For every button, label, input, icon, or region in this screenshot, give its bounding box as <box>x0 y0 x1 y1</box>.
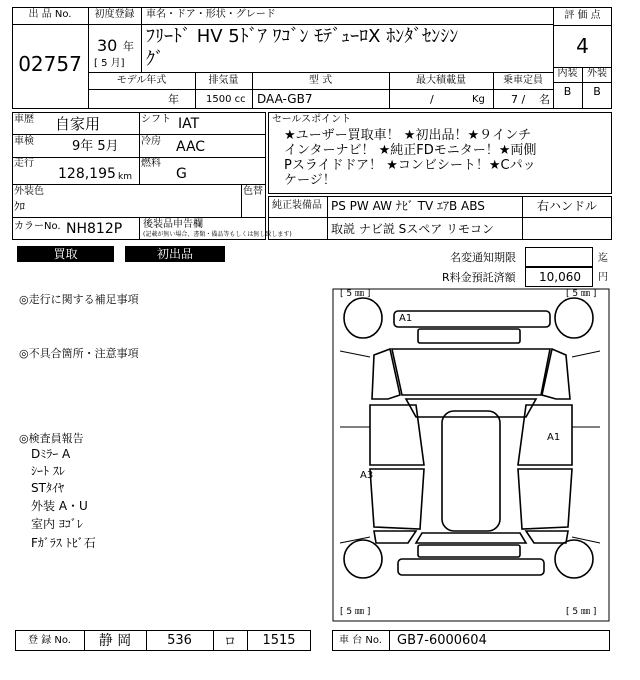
history: 自家用 <box>55 115 101 133</box>
sales-line-2: インターナビ！ ★純正FDモニター！★両側 <box>284 143 537 158</box>
documents: 取説 ナビ説 Sスペア リモコン <box>331 222 495 236</box>
first-reg-label: 初度登録 <box>94 9 135 20</box>
shaken: 9年 5月 <box>72 139 119 154</box>
hood <box>392 349 550 395</box>
mileage: 128,195 <box>58 166 116 182</box>
sales-line-4: ケージ！ <box>284 173 336 188</box>
damage-mark-right: A1 <box>547 432 561 443</box>
displacement-label: 排気量 <box>208 75 239 86</box>
recycle-unit: 円 <box>598 272 608 283</box>
right-front-fender <box>542 349 570 399</box>
right-front-door <box>518 405 572 465</box>
report-item: Dﾐﾗｰ A <box>31 447 71 461</box>
sales-line-1: ★ユーザー買取車！ ★初出品！★９インチ <box>284 128 532 143</box>
car-name-label: 車名・ドア・形状・グレード <box>146 9 276 20</box>
deadline-field <box>525 247 593 267</box>
sales-line-3: Pスライドドア！ ★コンビシート！★Cパッ <box>284 158 536 173</box>
ext-color: ｸﾛ <box>14 200 25 213</box>
front-bumper <box>394 311 550 327</box>
chassis-number: GB7-6000604 <box>397 633 487 648</box>
exterior-label: 外装 <box>587 68 607 79</box>
vehicle-damage-diagram <box>330 287 615 623</box>
capacity-label: 乗車定員 <box>503 75 543 86</box>
model-code: DAA-GB7 <box>257 92 313 106</box>
sales-point-label: セールスポイント <box>272 114 352 125</box>
lot-no: 02757 <box>18 52 82 76</box>
equipment-label: 純正装備品 <box>272 200 322 211</box>
tire-rear-left <box>344 540 382 578</box>
load-unit: Kg <box>472 94 485 105</box>
tire-front-left <box>344 298 382 338</box>
score: 4 <box>576 34 589 58</box>
mileage-label: 走行 <box>14 158 34 169</box>
color-no: NH812P <box>66 221 123 237</box>
left-front-fender <box>372 349 400 399</box>
color-change-label: 色替 <box>243 186 263 197</box>
equipment-items: PS PW AW ﾅﾋﾞ TV ｴｱB ABS <box>331 199 485 213</box>
damage-mark-left: A3 <box>360 470 374 481</box>
left-quarter <box>374 531 416 543</box>
driving-notes-title: ◎走行に関する補足事項 <box>19 293 139 306</box>
after-market-label: 後装品申告欄 <box>143 219 203 230</box>
fuel: G <box>176 166 187 182</box>
recycle-label: R料金預託済額 <box>442 271 516 284</box>
first-listing-tag: 初出品 <box>125 246 225 262</box>
model-year: 年 <box>168 93 179 106</box>
load-label: 最大積載量 <box>416 75 466 86</box>
tire-rear-right <box>555 540 593 578</box>
report-item: 外装 A・U <box>31 499 88 513</box>
first-reg-year: 30 <box>97 36 118 55</box>
report-item: STﾀｲﾔ <box>31 481 64 495</box>
defect-notes-title: ◎不具合箇所・注意事項 <box>19 347 139 360</box>
handle-side: 右ハンドル <box>536 199 597 213</box>
fuel-label: 燃料 <box>141 158 161 169</box>
mileage-unit: km <box>118 172 132 182</box>
registration-class: 536 <box>167 633 192 648</box>
front-grille <box>418 329 520 343</box>
purchase-tag: 買取 <box>17 246 114 262</box>
deadline-unit: 迄 <box>598 253 608 264</box>
report-item: Fｶﾞﾗｽ ﾄﾋﾞ石 <box>31 536 96 550</box>
tire-depth-rear-right: [ 5 ㎜ ] <box>566 607 597 617</box>
ext-color-label: 外装色 <box>14 186 44 197</box>
shaken-label: 車検 <box>14 136 34 147</box>
tire-depth-front-left: [ 5 ㎜ ] <box>340 289 371 299</box>
shift-label: シフト <box>141 114 171 125</box>
ac: AAC <box>176 139 206 155</box>
right-quarter <box>526 531 568 543</box>
windshield <box>406 399 536 417</box>
rear-window <box>416 533 526 543</box>
tire-depth-rear-left: [ 5 ㎜ ] <box>340 607 371 617</box>
load-value: / <box>430 93 434 106</box>
registration-label: 登 録 No. <box>28 635 71 646</box>
right-rear-door <box>518 469 572 529</box>
model-year-label: モデル年式 <box>116 75 167 86</box>
displacement: 1500 cc <box>206 94 246 105</box>
roof <box>442 411 500 531</box>
left-front-door <box>370 405 424 465</box>
left-rear-door <box>370 469 424 529</box>
rear-garnish <box>418 545 520 557</box>
ac-label: 冷房 <box>141 136 161 147</box>
registration-number: 1515 <box>262 633 296 648</box>
score-label: 評 価 点 <box>564 10 601 21</box>
recycle-value: 10,060 <box>539 270 581 284</box>
car-name-line1: ﾌﾘｰﾄﾞ HV 5ﾄﾞｱ ﾜｺﾞﾝ ﾓﾃﾞｭｰﾛX ﾎﾝﾀﾞｾﾝｼﾝ <box>146 26 459 47</box>
registration-kana: ロ <box>223 634 236 648</box>
deadline-label: 名変通知期限 <box>450 251 516 264</box>
tire-front-right <box>555 298 593 338</box>
capacity-unit: 名 <box>539 93 550 106</box>
history-label: 車歴 <box>14 114 34 125</box>
lot-no-label: 出 品 No. <box>28 9 72 20</box>
chassis-label: 車 台 No. <box>339 635 382 646</box>
capacity-value: 7 / <box>511 93 526 106</box>
year-unit: 年 <box>123 40 134 53</box>
interior-grade: B <box>563 85 572 98</box>
registration-place: 静 岡 <box>98 633 132 649</box>
inspector-report-title: ◎検査員報告 <box>19 432 84 445</box>
model-code-label: 型 式 <box>308 75 333 86</box>
rear-bumper <box>398 559 544 575</box>
report-item: ｼｰﾄ ｽﾚ <box>31 464 65 478</box>
first-reg-month: [ 5 月] <box>94 58 125 69</box>
shift: IAT <box>178 116 200 132</box>
report-item: 室内 ﾖｺﾞﾚ <box>31 517 83 531</box>
damage-mark-front: A1 <box>399 313 413 324</box>
car-name-line2: ｸﾞ <box>146 49 164 70</box>
color-no-label: カラーNo. <box>14 221 61 232</box>
tire-depth-front-right: [ 5 ㎜ ] <box>566 289 597 299</box>
exterior-grade: B <box>593 85 601 98</box>
interior-label: 内装 <box>557 68 578 79</box>
after-market-note: (記載が無い場合、書類・備品等もしくは無し致します) <box>143 231 292 238</box>
